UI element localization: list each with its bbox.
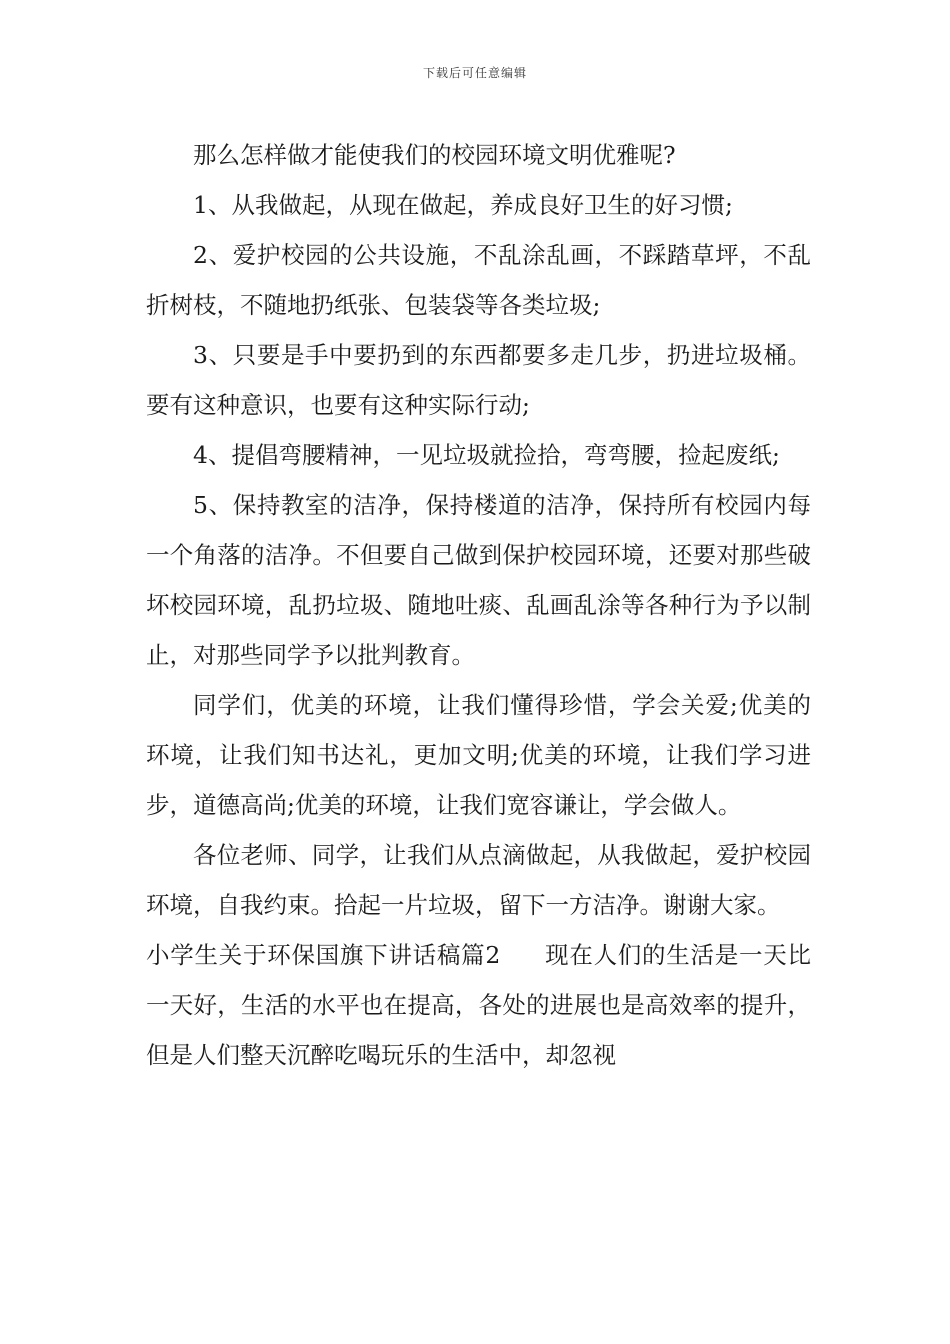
section-title: 小学生关于环保国旗下讲话稿篇2	[146, 941, 501, 969]
paragraph-item-4: 4、提倡弯腰精神，一见垃圾就捡拾，弯弯腰，捡起废纸;	[193, 441, 780, 469]
paragraph-item-2: 2、爱护校园的公共设施，不乱涂乱画，不踩踏草坪，不乱折树枝，不随地扔纸张、包装袋等各类垃圾;	[146, 241, 811, 319]
paragraph-question: 那么怎样做才能使我们的校园环境文明优雅呢?	[193, 141, 676, 169]
paragraph-classmates: 同学们，优美的环境，让我们懂得珍惜，学会关爱;优美的环境，让我们知书达礼，更加文明;优美的环境，让我们学习进步，道德高尚;优美的环境，让我们宽容谦让，学会做人。	[146, 691, 811, 819]
section-text: 现在人们的生活是一天比一天好，生活的水平也在提高，各处的进展也是高效率的提升，但是人们整天沉醉吃喝玩乐的生活中，却忽视	[146, 941, 812, 1069]
paragraph-item-5: 5、保持教室的洁净，保持楼道的洁净，保持所有校园内每一个角落的洁净。不但要自己做到保护校园环境，还要对那些破坏校园环境，乱扔垃圾、随地吐痰、乱画乱涂等各种行为予以制止，对那些同学予以批判教育。	[146, 491, 811, 669]
paragraph-item-1: 1、从我做起，从现在做起，养成良好卫生的好习惯;	[193, 191, 733, 219]
page-header: 下载后可任意编辑	[422, 66, 527, 80]
document-body	[146, 130, 811, 1080]
paragraph-closing: 各位老师、同学，让我们从点滴做起，从我做起，爱护校园环境，自我约束。拾起一片垃圾，留下一方洁净。谢谢大家。	[146, 841, 811, 919]
section-paragraph	[146, 930, 811, 1080]
paragraph-item-3: 3、只要是手中要扔到的东西都要多走几步，扔进垃圾桶。要有这种意识，也要有这种实际行动;	[146, 341, 811, 419]
